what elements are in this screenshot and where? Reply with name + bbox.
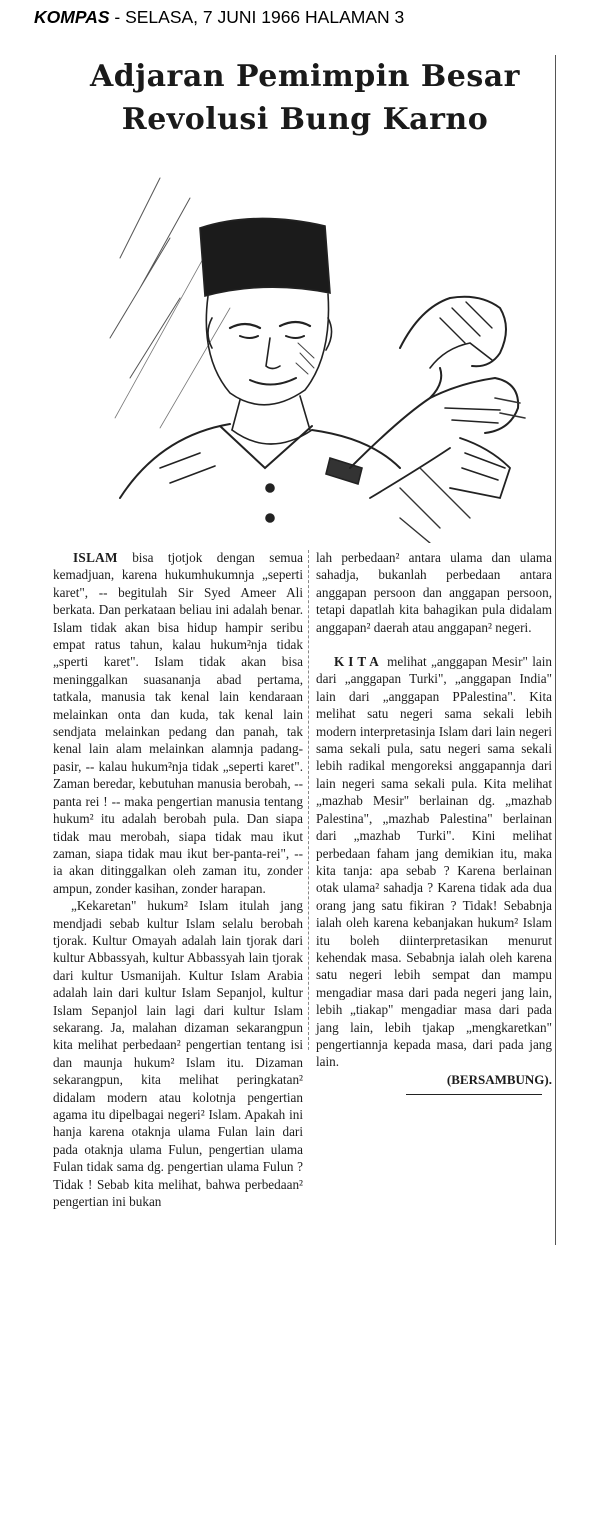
column-rule bbox=[555, 55, 556, 1245]
end-rule bbox=[406, 1094, 542, 1095]
article-headline bbox=[60, 55, 550, 141]
paragraph: lah perbedaan² antara ulama dan ulama sahadja, bukanlah perbedaan antara anggapan persoon dan anggapan persoon, tetapi dapatlah kita bahagikan pula didalam anggapan² daerah atau anggapan² negeri. bbox=[316, 550, 552, 635]
paragraph: „Kekaretan" hukum² Islam itulah jang mendjadi sebab kultur Islam selalu berobah tjorak. Kultur Omayah adalah lain tjorak dari kultur Abbassyah, kultur Abbassyah lain tjorak dari kultur Usmanijah. Kultur Islam Arabia adalah lain dari kultur Islam Sepanjol, kultur Islam Sepanjol lain lagi dari kultur Islam sekarang. Ja, malahan dizaman sekarangpun kita melihat perbedaan² pengertian tentang isi dan maunja hukum² Islam itu. Dizaman sekarangpun, kita melihat peringkatan² didalam modern atau kolotnja pengertian agama itu dipelbagai negeri² Islam. Apakah ini hanja karena otaknja ulama Fulan lain dari pada otaknja ulama Fulun, pengertian ulama Fulan tidak sama dg. pengertian ulama Fulun ? Tidak ! Sebab kita melihat, bahwa perbedaan² pengertian ini bukan bbox=[53, 898, 303, 1210]
article-column-left bbox=[53, 549, 303, 1210]
paragraph bbox=[316, 653, 552, 1071]
page-header bbox=[34, 7, 404, 28]
sukarno-sketch-illustration bbox=[100, 168, 530, 543]
paragraph-gap bbox=[316, 636, 552, 653]
sign-off: (BERSAMBUNG). bbox=[446, 1071, 552, 1087]
headline-line-2: Revolusi Bung Karno bbox=[121, 102, 489, 137]
paragraph bbox=[53, 549, 303, 897]
paragraph-text: melihat „anggapan Mesir" lain dari „anggapan Turki", „anggapan India" lain dari „anggapan PPalestina". Kita melihat satu negeri sama sekali lebih modern interpretasinja Islam dari lain negeri sama sekali pula, satu negeri sama sekali lebih radikal mengoreksi anggapannja dari lain negeri sama sekali pula. Kita melihat „mazhab Mesir" berlainan dg. „mazhab Palestina", „mazhab Palestina" berlainan dari „mazhab Turki". Kini melihat perbedaan faham jang demikian itu, maka kita tanja: apa sebab ? Karena berlainan otak ulama² sahadja ? Karena tidak ada dua orang jang satu fikiran ? Tidak! Sebabnja ialah oleh karena kebanjakan hukum² Islam itu boleh diinterpretasikan menurut kehendak masa. Sebabnja ialah oleh karena satu negeri lebih sempat dan mampu mengadiar masa dari pada negeri jang lain, lebih „tiakap" mengadiar masa dari pada jang lain, lebih tjakap „mengkaretkan" pengertiannja kepada masa, dari pada jang lain. bbox=[316, 654, 552, 1070]
headline-line-1: Adjaran Pemimpin Besar bbox=[90, 59, 520, 94]
lead-word: ISLAM bbox=[73, 550, 118, 565]
column-gutter bbox=[308, 550, 310, 1050]
article-column-right bbox=[316, 549, 552, 1095]
newspaper-name: KOMPAS bbox=[34, 7, 110, 27]
dateline: - SELASA, 7 JUNI 1966 HALAMAN 3 bbox=[109, 7, 405, 27]
paragraph-text: bisa tjotjok dengan semua kemadjuan, karena hukumhukumnja „seperti karet", -- begitulah Sir Syed Ameer Ali berkata. Dan perkataan beliau ini adalah benar. Islam tidak akan bisa hidup hampir seribu empat ratus tahun, kalau hukum²nja tidak „sperti karet". Islam tidak akan bisa meninggalkan suasananja abad pertama, tatkala, manusia tak kenal lain kendaraan melainkan onta dan kuda, tak kenal lain sendjata melainkan pedang dan panah, tak kenal lain alam melainkan alamnja padang-pasir, -- kalau hukum²nja tidak „seperti karet". Zaman beredar, kebutuhan manusia berobah, -- panta rei ! -- maka pengertian manusia tentang hukum² itu adalah berobah pula. Dan siapa tidak mau merobah, siapa tidak mau ikut zaman, siapa tidak mau ikut ber-panta-rei", -- ia akan ditinggalkan oleh zaman itu, zonder ampun, zonder kasihan, zonder harapan. bbox=[53, 550, 303, 896]
lead-word: KITA bbox=[334, 654, 383, 670]
